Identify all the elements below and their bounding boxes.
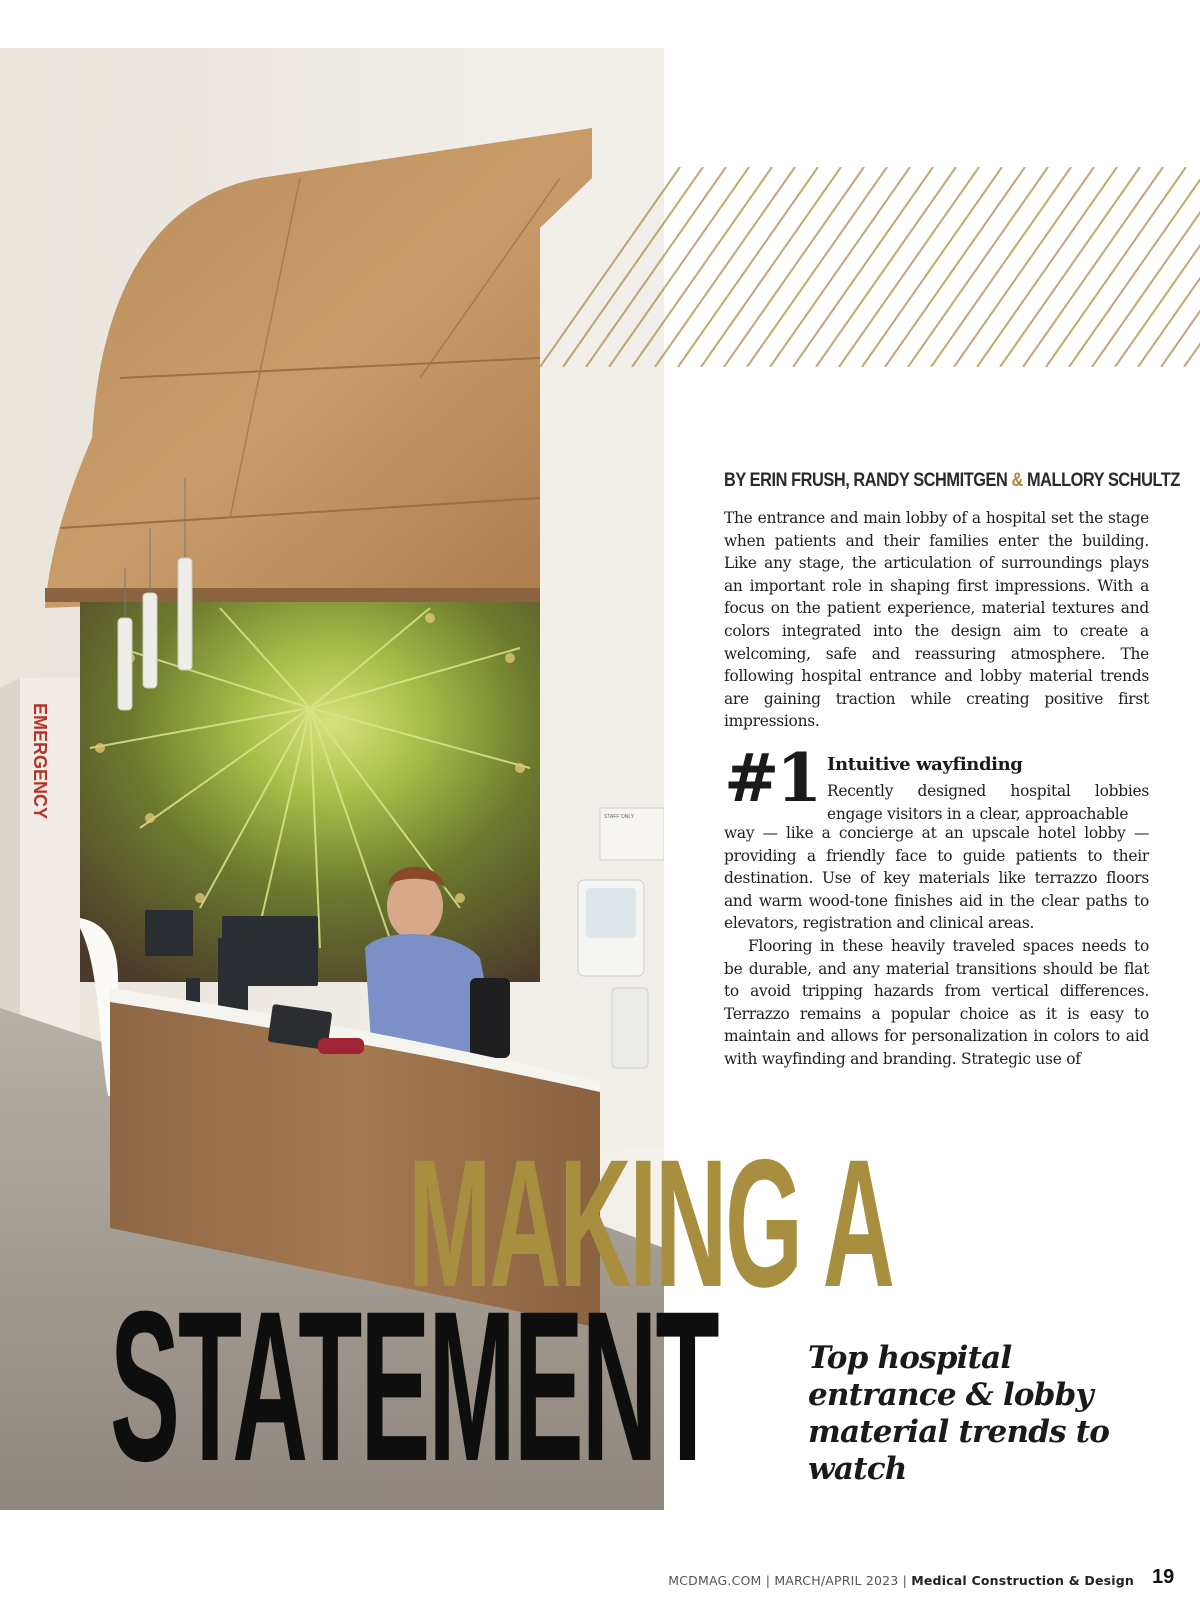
byline-authors: BY ERIN FRUSH, RANDY SCHMITGEN <box>724 470 1008 491</box>
intro-text: The entrance and main lobby of a hospital set the stage when patients and their families enter the building. Like any stage, the articulation of surroundings plays an important role in shaping first impressions. With a focus on the patient experience, material textures and colors integrated into the design aim to create a welcoming, safe and reassuring atmosphere. The following hospital entrance and lobby material trends are gaining traction while creating positive first impressions. <box>724 509 1149 731</box>
decorative-stripe <box>1023 167 1163 367</box>
section-numeral: #1 <box>724 739 820 817</box>
decorative-stripe <box>586 167 726 367</box>
decorative-stripe <box>885 167 1025 367</box>
page-number: 19 <box>1152 1566 1175 1588</box>
decorative-stripe <box>540 167 680 367</box>
section-body <box>724 822 1149 1071</box>
decorative-stripe <box>1046 167 1186 367</box>
decorative-stripe <box>701 167 841 367</box>
decorative-stripe <box>816 167 956 367</box>
decorative-stripe <box>563 167 703 367</box>
decorative-stripes <box>540 167 1200 367</box>
decorative-stripe <box>724 167 864 367</box>
decorative-stripe <box>770 167 910 367</box>
decorative-stripe <box>908 167 1048 367</box>
intro-paragraph <box>724 507 1149 733</box>
decorative-stripe <box>1138 167 1200 367</box>
footer-issue: MARCH/APRIL 2023 <box>774 1573 899 1588</box>
deck-subtitle: Top hospital entrance & lobby material trends to watch <box>808 1340 1110 1487</box>
section-body-paragraph-2: Flooring in these heavily traveled spaces needs to be durable, and any material transitions should be flat to avoid tripping hazards from vertical differences. Terrazzo remains a popular choice as it is easy to maintain and allows for personalization in colors to aid with wayfinding and branding. Strategic use of <box>724 936 1149 1068</box>
emergency-sign: EMERGENCY <box>30 703 50 820</box>
decorative-stripe <box>977 167 1117 367</box>
decorative-stripe <box>1069 167 1200 367</box>
decorative-stripe <box>1000 167 1140 367</box>
decorative-stripe <box>609 167 749 367</box>
decorative-stripe <box>678 167 818 367</box>
decorative-stripe <box>862 167 1002 367</box>
byline-last-author: MALLORY SCHULTZ <box>1026 470 1180 491</box>
decorative-stripe <box>747 167 887 367</box>
byline-ampersand: & <box>1011 470 1023 491</box>
footer-magazine: Medical Construction & Design <box>911 1573 1134 1588</box>
section-body-paragraph-1: way — like a concierge at an upscale hotel lobby — providing a friendly face to guide patients to their destination. Use of key materials like terrazzo floors and warm wood-tone finishes aid in the clear paths to elevators, registration and clinical areas. <box>724 824 1149 933</box>
headline-line-2: STATEMENT <box>110 1267 718 1506</box>
staff-sign: STAFF ONLY <box>604 814 635 820</box>
decorative-stripe <box>793 167 933 367</box>
decorative-stripe <box>1184 167 1200 367</box>
decorative-stripe <box>954 167 1094 367</box>
section-lead-text: Recently designed hospital lobbies engage visitors in a clear, approachable <box>827 782 1149 823</box>
byline <box>724 470 1180 492</box>
section-heading: Intuitive wayfinding <box>827 754 1023 775</box>
footer-site: MCDMAG.COM <box>668 1573 762 1588</box>
headline-line-1: MAKING A <box>408 1121 893 1325</box>
decorative-stripe <box>632 167 772 367</box>
decorative-stripe <box>839 167 979 367</box>
decorative-stripe <box>931 167 1071 367</box>
decorative-stripe <box>655 167 795 367</box>
page-footer: MCDMAG.COM | MARCH/APRIL 2023 | Medical Construction & Design <box>668 1573 1134 1588</box>
decorative-stripe <box>1161 167 1200 367</box>
